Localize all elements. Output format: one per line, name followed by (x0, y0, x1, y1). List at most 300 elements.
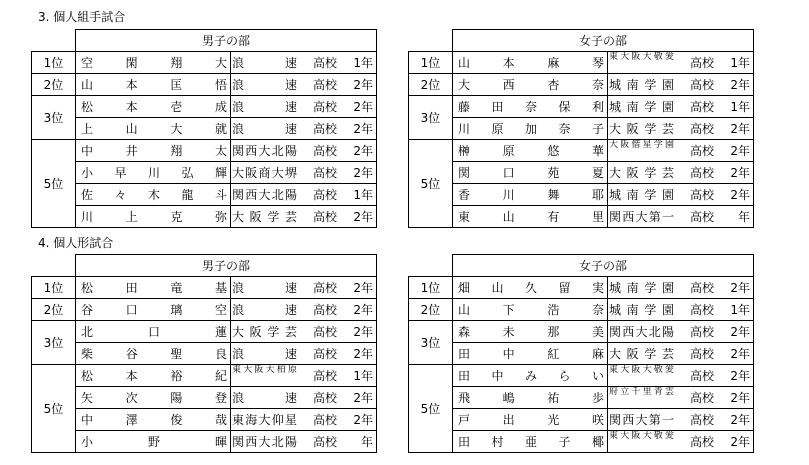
school-name (609, 163, 674, 183)
athlete-name-char: 松 (81, 280, 94, 295)
school-name-char: 大 (635, 412, 648, 427)
school-name-char: 陽 (284, 187, 297, 202)
athlete-name-char: 大 (170, 121, 183, 136)
school-name-char: 芸 (661, 346, 674, 361)
school-name (232, 97, 297, 117)
athlete-name-cell (76, 52, 231, 74)
school-name-char: 阪 (626, 121, 639, 136)
athlete-name-char: 苑 (547, 165, 560, 180)
athlete-name-char: 良 (214, 346, 227, 361)
school-name-char: 立 (620, 386, 630, 397)
school-cell (608, 140, 754, 162)
school-type: 高校 (690, 77, 715, 92)
athlete-name-char: 琴 (591, 55, 604, 70)
school-name-char: 大 (620, 430, 630, 441)
school-type: 高校 (313, 187, 338, 202)
school-cell (608, 96, 754, 118)
athlete-name (458, 278, 604, 298)
athlete-name-char: 子 (591, 121, 604, 136)
school-name (609, 97, 674, 117)
school-type: 高校 (313, 99, 338, 114)
athlete-name-char: 空 (214, 302, 227, 317)
athlete-name-char: 山 (81, 77, 94, 92)
school-cell (608, 162, 754, 184)
table-row (409, 321, 754, 343)
rank-cell: 5位 (32, 365, 76, 453)
athlete-name-char: 輝 (214, 165, 227, 180)
school-name-char: 関 (232, 143, 245, 158)
school-cell (231, 409, 377, 431)
school-name-char: 大 (642, 430, 652, 441)
school-name-char: 浪 (232, 302, 245, 317)
section-title: 3. 個人組手試合 (38, 10, 126, 24)
athlete-name-cell (453, 74, 608, 96)
athlete-name-char: 飛 (458, 390, 471, 405)
school-name-char: 速 (284, 390, 297, 405)
athlete-name-char: ら (558, 368, 571, 383)
athlete-name (458, 53, 604, 73)
school-cell (231, 343, 377, 365)
division-header: 男子の部 (76, 30, 377, 52)
school-name-char: 東 (609, 51, 619, 62)
school-name (232, 119, 297, 139)
table-row (409, 365, 754, 387)
athlete-name-char: 澤 (125, 412, 138, 427)
school-name-char: 園 (661, 99, 674, 114)
athlete-name-char: 小 (81, 434, 94, 449)
athlete-name-char: 基 (214, 280, 227, 295)
table-row (32, 52, 377, 74)
school-type: 高校 (313, 77, 338, 92)
school-name (609, 278, 674, 298)
athlete-name-cell (76, 162, 231, 184)
athlete-name (458, 322, 604, 342)
table-row (409, 74, 754, 96)
athlete-name-cell (76, 431, 231, 453)
school-type: 高校 (690, 368, 715, 383)
athlete-name-char: 口 (502, 165, 515, 180)
athlete-name-cell (453, 365, 608, 387)
school-type: 高校 (690, 324, 715, 339)
table-row (409, 387, 754, 409)
athlete-name-char: 本 (125, 77, 138, 92)
school-cell (231, 299, 377, 321)
athlete-name-char: 嶋 (502, 390, 515, 405)
school-type: 高校 (313, 165, 338, 180)
school-name-char: 大 (609, 121, 622, 136)
boys-results-table (31, 29, 377, 228)
athlete-name-cell (453, 431, 608, 453)
athlete-name-char: 上 (81, 121, 94, 136)
athlete-name-cell (76, 118, 231, 140)
school-name-char: 阪 (631, 364, 641, 375)
grade: 2年 (730, 412, 750, 427)
athlete-name-char: 裕 (170, 368, 183, 383)
grade: 2年 (353, 324, 373, 339)
girls-results-table (408, 29, 754, 228)
athlete-name-char: 陽 (170, 390, 183, 405)
school-type: 高校 (690, 165, 715, 180)
athlete-name-char: 弥 (214, 209, 227, 224)
athlete-name-char: 口 (147, 324, 160, 339)
school-type: 高校 (313, 209, 338, 224)
athlete-name-char: 就 (214, 121, 227, 136)
grade: 2年 (730, 280, 750, 295)
school-name-char: 園 (664, 139, 674, 150)
school-name-char: 大 (642, 51, 652, 62)
school-name-char: 城 (609, 99, 622, 114)
school-name-char: 大 (635, 209, 648, 224)
athlete-name-char: 哉 (214, 412, 227, 427)
rank-cell: 2位 (409, 299, 453, 321)
grade: 2年 (730, 434, 750, 449)
header-row (409, 255, 754, 277)
athlete-name (81, 53, 227, 73)
table-row (32, 184, 377, 206)
school-name-char: 東 (232, 412, 245, 427)
school-name-char: 大 (258, 434, 271, 449)
school-name-char: 浪 (232, 346, 245, 361)
school-name-char: 学 (644, 346, 657, 361)
athlete-name-char: 匡 (170, 77, 183, 92)
girls-results-table (408, 254, 754, 453)
school-name-char: 商 (258, 165, 271, 180)
athlete-name-char: 山 (458, 55, 471, 70)
athlete-name-cell (453, 277, 608, 299)
school-cell (608, 206, 754, 228)
athlete-name-char: 利 (591, 99, 604, 114)
school-type: 高校 (690, 143, 715, 158)
school-name-char: 大 (232, 165, 245, 180)
school-name-char: 敬 (653, 430, 663, 441)
athlete-name (458, 366, 604, 386)
athlete-name-char: 光 (547, 412, 560, 427)
school-name (609, 322, 674, 342)
school-name-char: 大 (609, 165, 622, 180)
athlete-name-char: 山 (458, 302, 471, 317)
athlete-name-char: 那 (547, 324, 560, 339)
athlete-name-char: 村 (491, 434, 504, 449)
school-name-char: 海 (245, 412, 258, 427)
school-name-char: 園 (661, 302, 674, 317)
table-row (409, 52, 754, 74)
school-name-char: 南 (626, 280, 639, 295)
athlete-name-char: 舞 (547, 187, 560, 202)
school-name-char: 愛 (664, 51, 674, 62)
athlete-name (81, 278, 227, 298)
athlete-name (458, 410, 604, 430)
table-row (32, 299, 377, 321)
school-cell (608, 343, 754, 365)
school-name-char: 陽 (284, 143, 297, 158)
table-row (32, 431, 377, 453)
table-row (32, 206, 377, 228)
school-name-char: 第 (648, 209, 661, 224)
athlete-name-char: 登 (214, 390, 227, 405)
athlete-name (458, 432, 604, 452)
athlete-name (458, 163, 604, 183)
athlete-name-char: 加 (524, 121, 537, 136)
athlete-name (81, 163, 227, 183)
grade: 2年 (353, 99, 373, 114)
school-name-char: 速 (284, 99, 297, 114)
athlete-name-char: 西 (502, 77, 515, 92)
athlete-name (458, 388, 604, 408)
school-name-char: 学 (267, 209, 280, 224)
boys-results-table (31, 254, 377, 453)
rank-cell: 2位 (32, 299, 76, 321)
table-row (409, 343, 754, 365)
athlete-name-char: 小 (81, 165, 94, 180)
school-name-char: 千 (631, 386, 641, 397)
athlete-name (458, 300, 604, 320)
athlete-name-char: 咲 (591, 412, 604, 427)
grade: 2年 (353, 346, 373, 361)
athlete-name-char: 田 (491, 99, 504, 114)
athlete-name (81, 410, 227, 430)
athlete-name-char: 畑 (458, 280, 471, 295)
school-name-char: 北 (271, 434, 284, 449)
school-name-char: 敬 (653, 51, 663, 62)
school-name-char: 学 (644, 77, 657, 92)
athlete-name-char: 森 (458, 324, 471, 339)
school-name-char: 速 (284, 121, 297, 136)
athlete-name-char: 次 (125, 390, 138, 405)
school-cell (231, 162, 377, 184)
grade: 2年 (730, 390, 750, 405)
athlete-name-cell (76, 321, 231, 343)
school-name-char: 阪 (620, 139, 630, 150)
school-name-char: 北 (271, 143, 284, 158)
table-row (32, 140, 377, 162)
school-type: 高校 (690, 346, 715, 361)
athlete-name-char: 北 (81, 324, 94, 339)
athlete-name-char: 上 (125, 209, 138, 224)
school-name (609, 119, 674, 139)
athlete-name-char: 本 (125, 368, 138, 383)
athlete-name-char: 香 (458, 187, 471, 202)
athlete-name-char: 口 (125, 302, 138, 317)
athlete-name-cell (453, 184, 608, 206)
school-name-char: 大 (609, 346, 622, 361)
school-name-char: 芸 (284, 209, 297, 224)
athlete-name-char: 保 (558, 99, 571, 114)
school-name-char: 学 (644, 99, 657, 114)
school-name (609, 207, 674, 227)
school-name-char: 南 (626, 77, 639, 92)
athlete-name-char: 暉 (214, 434, 227, 449)
school-name-char: 雲 (664, 386, 674, 397)
athlete-name-char: 空 (81, 55, 94, 70)
school-cell (608, 321, 754, 343)
school-name (232, 278, 297, 298)
school-name-char: 大 (265, 364, 275, 375)
athlete-name-char: 聖 (170, 346, 183, 361)
school-name-char: 陽 (661, 324, 674, 339)
athlete-name-char: 井 (125, 143, 138, 158)
athlete-name-char: 壱 (170, 99, 183, 114)
school-name-char: 陽 (284, 434, 297, 449)
athlete-name (81, 141, 227, 161)
athlete-name-char: 祐 (547, 390, 560, 405)
school-name-char: 大 (232, 324, 245, 339)
school-type: 高校 (313, 302, 338, 317)
athlete-name (81, 97, 227, 117)
athlete-name-char: 早 (114, 165, 127, 180)
school-name-char: 大 (258, 187, 271, 202)
grade: 2年 (730, 368, 750, 383)
school-name-char: 学 (644, 187, 657, 202)
athlete-name (81, 185, 227, 205)
athlete-name-cell (453, 118, 608, 140)
athlete-name-char: 久 (524, 280, 537, 295)
school-name-char: 西 (245, 143, 258, 158)
athlete-name-char: 山 (125, 121, 138, 136)
school-name-char: 大 (232, 209, 245, 224)
school-name-char: 関 (232, 434, 245, 449)
athlete-name-char: 浩 (547, 302, 560, 317)
school-name-char: 速 (284, 302, 297, 317)
grade: 1年 (353, 368, 373, 383)
school-type: 高校 (690, 99, 715, 114)
division-header: 男子の部 (76, 255, 377, 277)
school-name-char: 芸 (661, 121, 674, 136)
school-type: 高校 (690, 55, 715, 70)
school-type: 高校 (690, 187, 715, 202)
school-name (232, 344, 297, 364)
school-name (232, 388, 297, 408)
table-row (32, 118, 377, 140)
rank-cell: 1位 (32, 52, 76, 74)
school-name-char: 南 (626, 302, 639, 317)
school-cell (608, 365, 754, 387)
school-name (609, 366, 674, 386)
school-name-char: 大 (635, 324, 648, 339)
school-name-char: 星 (284, 412, 297, 427)
school-type: 高校 (690, 280, 715, 295)
athlete-name (458, 97, 604, 117)
table-row (32, 74, 377, 96)
school-name-char: 府 (609, 386, 619, 397)
athlete-name-cell (76, 74, 231, 96)
school-name-char: 城 (609, 77, 622, 92)
school-name-char: 速 (284, 346, 297, 361)
athlete-name-char: 留 (558, 280, 571, 295)
athlete-name-char: 中 (81, 412, 94, 427)
rank-cell: 3位 (32, 96, 76, 140)
school-name-char: 学 (644, 121, 657, 136)
athlete-name-char: 翔 (170, 55, 183, 70)
school-name-char: 西 (622, 412, 635, 427)
grade: 2年 (730, 165, 750, 180)
athlete-name-char: 大 (214, 55, 227, 70)
athlete-name-cell (76, 96, 231, 118)
rank-cell: 5位 (409, 365, 453, 453)
school-cell (608, 118, 754, 140)
athlete-name-char: 奈 (558, 121, 571, 136)
grade: 2年 (353, 165, 373, 180)
athlete-name-char: 里 (591, 209, 604, 224)
school-name-char: 南 (626, 187, 639, 202)
athlete-name-char: 未 (502, 324, 515, 339)
athlete-name (81, 119, 227, 139)
athlete-name-cell (453, 206, 608, 228)
section-title: 4. 個人形試合 (38, 236, 114, 250)
athlete-name (458, 185, 604, 205)
school-cell (231, 184, 377, 206)
school-name-char: 関 (609, 209, 622, 224)
rank-cell: 3位 (409, 96, 453, 140)
school-name (609, 410, 674, 430)
school-name-char: 浪 (232, 280, 245, 295)
grade: 2年 (730, 324, 750, 339)
table-row (32, 321, 377, 343)
athlete-name-char: 谷 (81, 302, 94, 317)
school-name (232, 185, 297, 205)
table-row (32, 343, 377, 365)
school-name-char: 浪 (232, 121, 245, 136)
school-name-char: 阪 (245, 165, 258, 180)
school-cell (231, 387, 377, 409)
table-row (32, 409, 377, 431)
school-name (609, 141, 674, 161)
athlete-name-char: 龍 (181, 187, 194, 202)
athlete-name-char: 俊 (170, 412, 183, 427)
grade: 年 (360, 434, 373, 449)
school-type: 高校 (690, 434, 715, 449)
athlete-name-char: 閑 (125, 55, 138, 70)
school-name (232, 322, 297, 342)
school-name-char: 阪 (626, 346, 639, 361)
athlete-name (81, 344, 227, 364)
athlete-name-char: 杏 (547, 77, 560, 92)
athlete-name-char: 中 (81, 143, 94, 158)
school-name-char: 学 (644, 280, 657, 295)
athlete-name (458, 207, 604, 227)
athlete-name-char: 奈 (591, 77, 604, 92)
school-name-char: 園 (661, 187, 674, 202)
school-name-char: 一 (661, 209, 674, 224)
school-name-char: 東 (232, 364, 242, 375)
school-name (232, 163, 297, 183)
athlete-name-cell (453, 343, 608, 365)
school-cell (608, 387, 754, 409)
school-cell (231, 321, 377, 343)
school-name (609, 75, 674, 95)
rank-cell: 5位 (32, 140, 76, 228)
school-type: 高校 (313, 280, 338, 295)
school-name-char: 阪 (631, 430, 641, 441)
athlete-name-char: 紀 (214, 368, 227, 383)
athlete-name-char: 川 (147, 165, 160, 180)
header-blank-cell (32, 255, 76, 277)
grade: 2年 (353, 143, 373, 158)
header-row (409, 30, 754, 52)
school-name-char: 仰 (271, 412, 284, 427)
school-name-char: 園 (661, 77, 674, 92)
school-name-char: 関 (609, 324, 622, 339)
athlete-name-char: 柴 (81, 346, 94, 361)
table-row (32, 365, 377, 387)
school-cell (608, 52, 754, 74)
grade: 1年 (730, 99, 750, 114)
athlete-name-char: 藤 (458, 99, 471, 114)
school-name-char: 大 (609, 139, 619, 150)
school-cell (608, 74, 754, 96)
school-name-char: 大 (642, 364, 652, 375)
grade: 2年 (353, 302, 373, 317)
athlete-name-char: 原 (502, 143, 515, 158)
